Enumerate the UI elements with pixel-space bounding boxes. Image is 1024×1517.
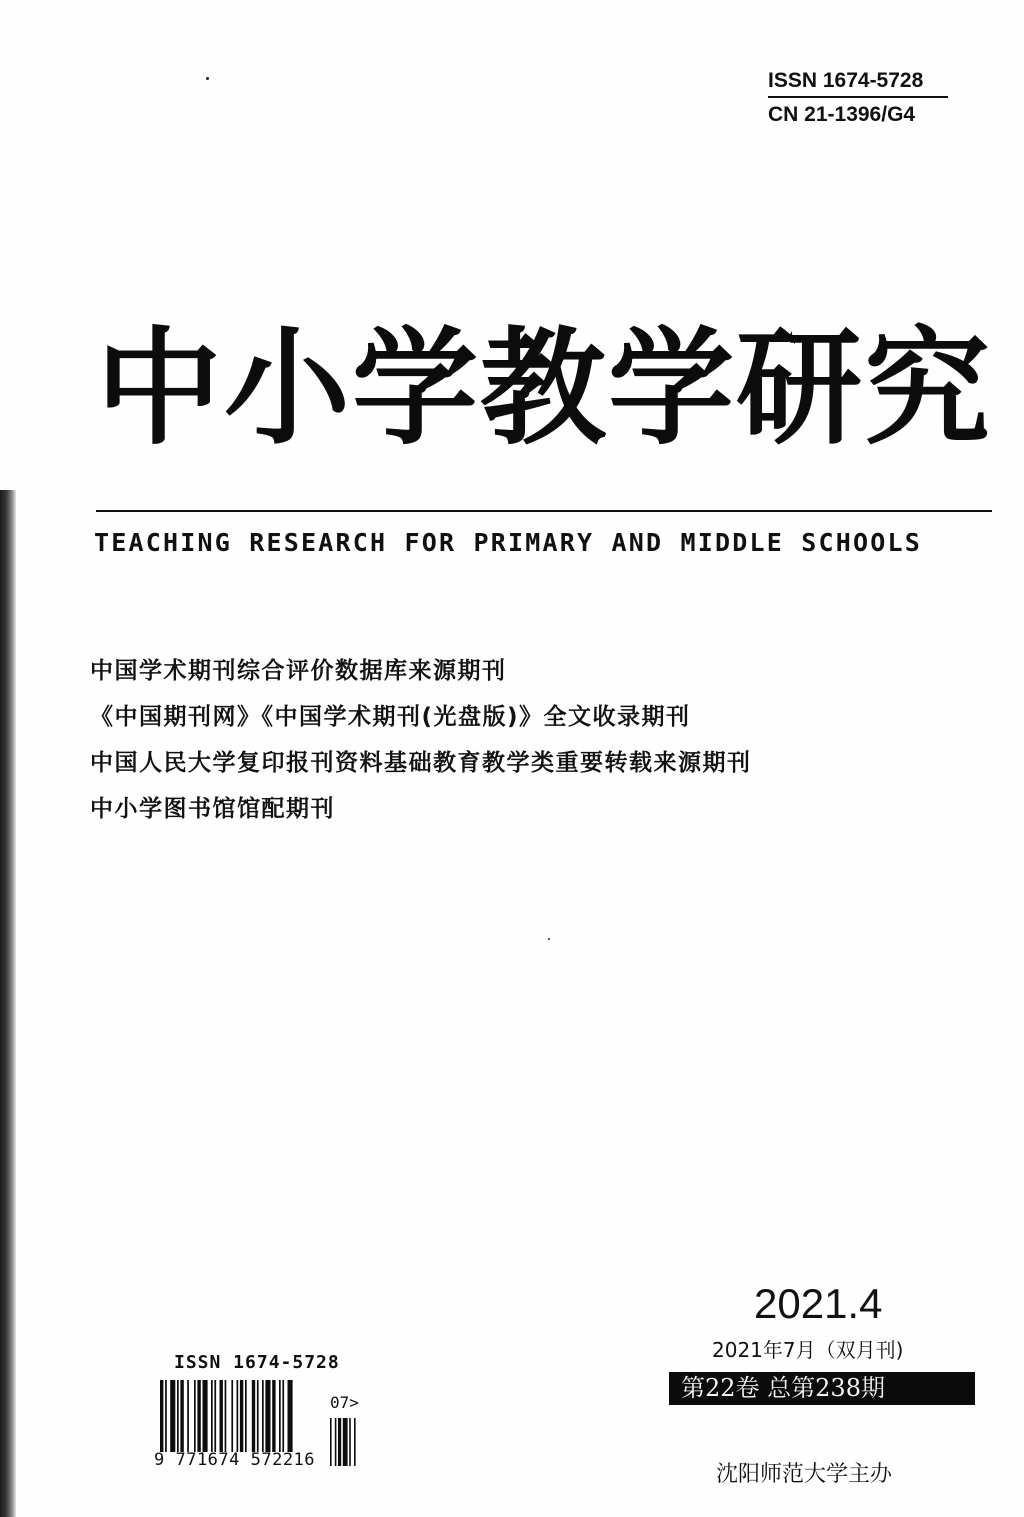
indexing-line: 中小学图书馆馆配期刊 (90, 796, 335, 822)
barcode-addon: 07> (330, 1393, 359, 1412)
issn-rule (768, 96, 948, 98)
barcode-addon-bar (349, 1418, 351, 1466)
barcode-digits: 9 771674 572216 (154, 1450, 316, 1470)
barcode-addon-bar (338, 1418, 341, 1466)
publisher: 沈阳师范大学主办 (716, 1462, 893, 1487)
barcode-addon-bar (354, 1418, 356, 1466)
journal-title: 中小学教学研究 (96, 314, 992, 462)
barcode-addon-bar (343, 1418, 348, 1466)
scan-speck (206, 77, 209, 80)
title-divider (96, 510, 992, 512)
indexing-line: 中国学术期刊综合评价数据库来源期刊 (90, 658, 507, 684)
indexing-line: 《中国期刊网》《中国学术期刊(光盘版)》全文收录期刊 (90, 704, 691, 730)
barcode-addon-bar (330, 1418, 332, 1466)
indexing-line: 中国人民大学复印报刊资料基础教育教学类重要转载来源期刊 (90, 750, 752, 776)
issue-number: 2021.4 (754, 1280, 883, 1327)
issn-text: ISSN 1674-5728 (768, 69, 924, 92)
scan-speck (548, 938, 550, 940)
barcode-addon-bar (335, 1418, 337, 1466)
issue-date: 2021年7月（双月刊) (712, 1338, 904, 1362)
issn-cn-block (768, 70, 948, 125)
indexing-statements (90, 660, 752, 844)
scan-binding-edge (0, 490, 16, 1517)
barcode-issn-label: ISSN 1674-5728 (174, 1352, 340, 1373)
cn-text: CN 21-1396/G4 (768, 103, 916, 126)
volume-badge: 第22卷 总第238期 (669, 1372, 975, 1405)
journal-english-title: TEACHING RESEARCH FOR PRIMARY AND MIDDLE SCHOOLS (94, 528, 923, 557)
